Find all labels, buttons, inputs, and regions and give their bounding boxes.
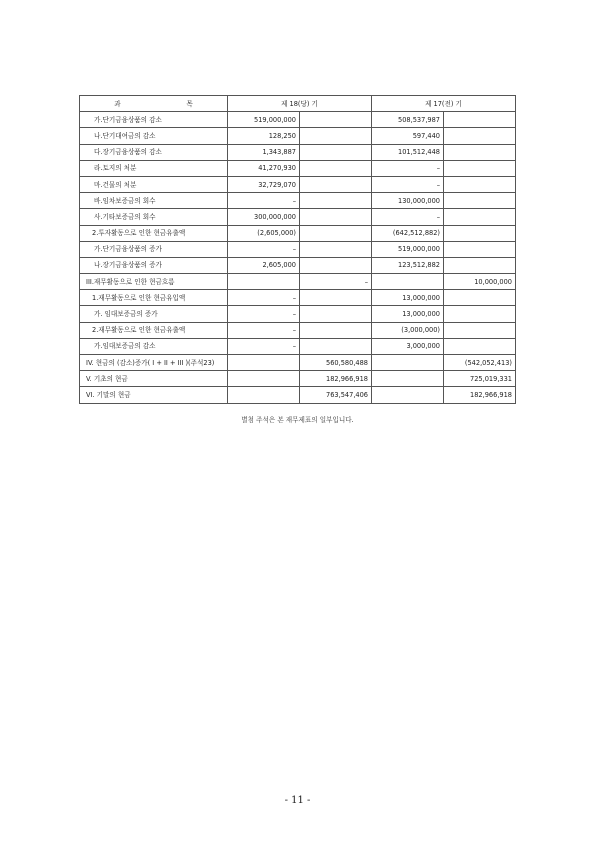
table-row (80, 144, 516, 160)
previous-detail-cell: 123,512,882 (372, 257, 444, 273)
row-label: VI. 기말의 현금 (80, 387, 228, 403)
previous-detail-cell: (642,512,882) (372, 225, 444, 241)
current-detail-cell: – (228, 338, 300, 354)
table-row (80, 241, 516, 257)
current-total-cell (300, 241, 372, 257)
current-total-cell: 182,966,918 (300, 371, 372, 387)
previous-detail-cell (372, 355, 444, 371)
table-row (80, 112, 516, 128)
row-label: 바.임차보증금의 회수 (80, 193, 228, 209)
previous-total-cell (444, 176, 516, 192)
row-label: IV. 현금의 (감소)증가( I + II + III )(주석23) (80, 355, 228, 371)
row-label: 나.장기금융상품의 증가 (80, 257, 228, 273)
previous-detail-cell (372, 387, 444, 403)
row-label: 2.재무활동으로 인한 현금유출액 (80, 322, 228, 338)
account-header-a: 과 (114, 99, 121, 108)
row-label: III.재무활동으로 인한 현금흐름 (80, 274, 228, 290)
table-row (80, 128, 516, 144)
current-detail-cell: 32,729,070 (228, 176, 300, 192)
current-detail-cell (228, 387, 300, 403)
previous-detail-cell: 597,440 (372, 128, 444, 144)
current-total-cell (300, 128, 372, 144)
table-row (80, 355, 516, 371)
row-label: V. 기초의 현금 (80, 371, 228, 387)
previous-total-cell: 182,966,918 (444, 387, 516, 403)
row-label: 1.재무활동으로 인한 현금유입액 (80, 290, 228, 306)
current-total-cell (300, 112, 372, 128)
previous-detail-cell: 13,000,000 (372, 306, 444, 322)
previous-detail-cell: – (372, 176, 444, 192)
current-total-cell (300, 225, 372, 241)
previous-total-cell (444, 128, 516, 144)
previous-detail-cell: 13,000,000 (372, 290, 444, 306)
table-row (80, 160, 516, 176)
current-total-cell (300, 257, 372, 273)
table-row (80, 257, 516, 273)
row-label: 라.토지의 처분 (80, 160, 228, 176)
previous-total-cell (444, 160, 516, 176)
current-total-cell (300, 209, 372, 225)
previous-total-cell (444, 290, 516, 306)
previous-total-cell (444, 306, 516, 322)
current-total-cell (300, 322, 372, 338)
table-header-row (80, 96, 516, 112)
previous-total-cell (444, 322, 516, 338)
current-detail-cell: 1,343,887 (228, 144, 300, 160)
previous-detail-cell (372, 371, 444, 387)
previous-detail-cell: 130,000,000 (372, 193, 444, 209)
previous-total-cell: (542,052,413) (444, 355, 516, 371)
row-label: 가. 임대보증금의 증가 (80, 306, 228, 322)
previous-total-cell (444, 257, 516, 273)
previous-total-cell (444, 112, 516, 128)
table-row (80, 387, 516, 403)
current-detail-cell: 128,250 (228, 128, 300, 144)
account-header (80, 96, 228, 112)
previous-detail-cell: 3,000,000 (372, 338, 444, 354)
previous-total-cell (444, 144, 516, 160)
account-header-b: 목 (186, 99, 193, 108)
row-label: 가.임대보증금의 감소 (80, 338, 228, 354)
current-detail-cell: – (228, 241, 300, 257)
current-detail-cell: – (228, 306, 300, 322)
previous-detail-cell: 519,000,000 (372, 241, 444, 257)
footnote: 별첨 주석은 본 재무제표의 일부입니다. (241, 416, 354, 424)
current-total-cell (300, 338, 372, 354)
current-total-cell (300, 160, 372, 176)
cash-flow-table (79, 95, 516, 404)
current-total-cell (300, 193, 372, 209)
previous-detail-cell: 508,537,987 (372, 112, 444, 128)
current-total-cell (300, 176, 372, 192)
previous-total-cell (444, 241, 516, 257)
current-detail-cell: – (228, 290, 300, 306)
current-detail-cell (228, 355, 300, 371)
current-detail-cell (228, 274, 300, 290)
previous-total-cell: 10,000,000 (444, 274, 516, 290)
row-label: 가.단기금융상품의 감소 (80, 112, 228, 128)
previous-total-cell (444, 193, 516, 209)
current-total-cell (300, 290, 372, 306)
table-row (80, 225, 516, 241)
previous-detail-cell: 101,512,448 (372, 144, 444, 160)
previous-detail-cell: – (372, 160, 444, 176)
previous-detail-cell (372, 274, 444, 290)
table-row (80, 176, 516, 192)
previous-total-cell (444, 225, 516, 241)
row-label: 마.건물의 처분 (80, 176, 228, 192)
row-label: 2.투자활동으로 인한 현금유출액 (80, 225, 228, 241)
row-label: 사.기타보증금의 회수 (80, 209, 228, 225)
table-row (80, 274, 516, 290)
current-detail-cell: 519,000,000 (228, 112, 300, 128)
table-body (80, 112, 516, 403)
current-total-cell: – (300, 274, 372, 290)
table-row (80, 371, 516, 387)
current-detail-cell: 41,270,930 (228, 160, 300, 176)
previous-detail-cell: (3,000,000) (372, 322, 444, 338)
current-period-header: 제 18(당) 기 (228, 96, 372, 112)
current-total-cell (300, 306, 372, 322)
current-detail-cell: (2,605,000) (228, 225, 300, 241)
row-label: 가.단기금융상품의 증가 (80, 241, 228, 257)
current-detail-cell: 300,000,000 (228, 209, 300, 225)
current-detail-cell: 2,605,000 (228, 257, 300, 273)
previous-total-cell: 725,019,331 (444, 371, 516, 387)
previous-total-cell (444, 338, 516, 354)
table-row (80, 209, 516, 225)
table-row (80, 290, 516, 306)
current-detail-cell (228, 371, 300, 387)
previous-detail-cell: – (372, 209, 444, 225)
current-detail-cell: – (228, 193, 300, 209)
current-total-cell: 763,547,406 (300, 387, 372, 403)
current-total-cell: 560,580,488 (300, 355, 372, 371)
table-row (80, 322, 516, 338)
current-total-cell (300, 144, 372, 160)
current-detail-cell: – (228, 322, 300, 338)
table-row (80, 306, 516, 322)
row-label: 다.장기금융상품의 감소 (80, 144, 228, 160)
page-number: - 11 - (284, 795, 311, 806)
row-label: 나.단기대여금의 감소 (80, 128, 228, 144)
table-row (80, 338, 516, 354)
previous-total-cell (444, 209, 516, 225)
previous-period-header: 제 17(전) 기 (372, 96, 516, 112)
table-row (80, 193, 516, 209)
